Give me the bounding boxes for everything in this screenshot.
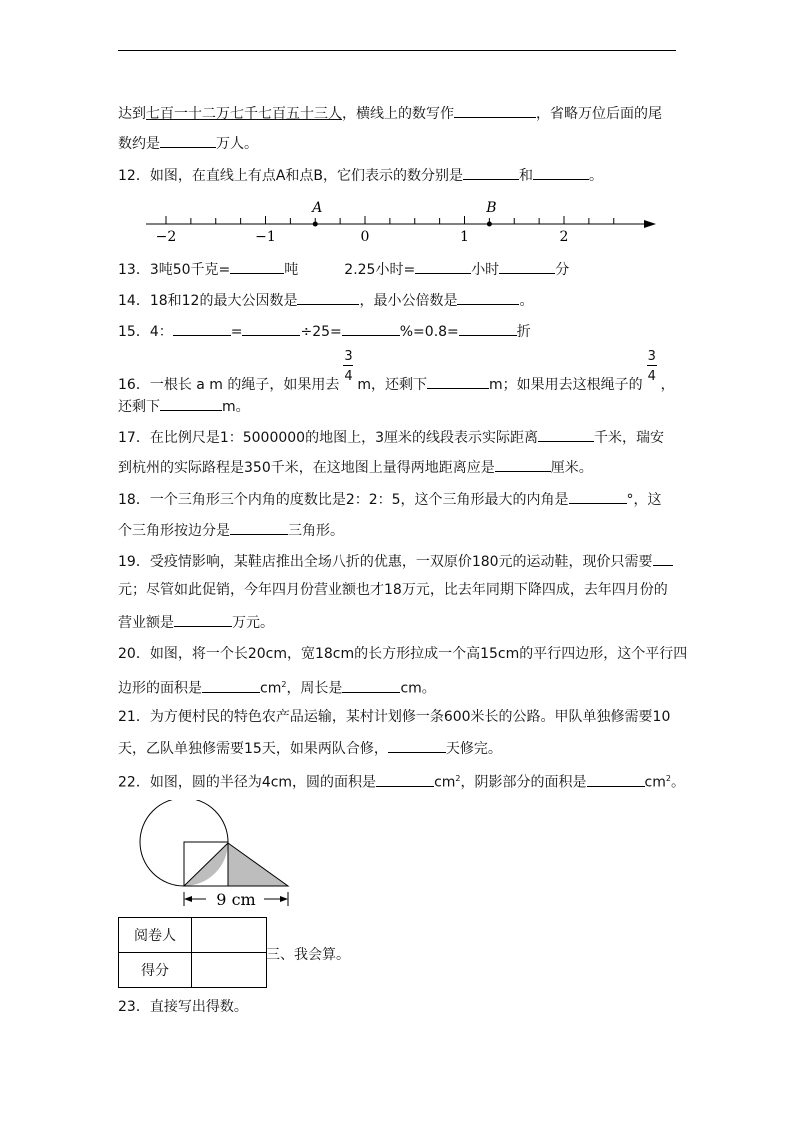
number-line-tick-labels	[156, 229, 569, 245]
q20-blank-1[interactable]	[202, 677, 260, 693]
q18-b: °，这	[626, 492, 662, 508]
score-table-score-label: 得分	[119, 953, 192, 988]
q20-sup: 2	[281, 680, 287, 689]
fraction-denominator: 4	[344, 369, 353, 384]
number-line-tick-label: −1	[255, 229, 276, 245]
score-table-score-cell[interactable]	[192, 953, 267, 988]
q11-mid: ，横线上的数写作	[342, 106, 454, 122]
q22-sup-1: 2	[455, 774, 461, 783]
q17-line2	[118, 456, 593, 478]
q15-blank-1[interactable]	[173, 320, 231, 336]
number-line-ticks	[166, 216, 614, 224]
q15-a: 15．4：	[118, 324, 173, 340]
q12-number-line	[140, 192, 660, 248]
q16-line1	[118, 349, 675, 395]
q12-blank-1[interactable]	[463, 164, 519, 180]
q11-line1	[118, 102, 662, 124]
q15-blank-2[interactable]	[242, 320, 300, 336]
q12-text-c: 。	[589, 168, 603, 184]
q18-line2	[118, 519, 344, 541]
q20-blank-2[interactable]	[342, 677, 400, 693]
q16-line2-b: m。	[222, 399, 250, 415]
q15-c: ÷25=	[300, 324, 342, 340]
q17-line2-b: 厘米。	[550, 460, 593, 476]
q13-a: 13．3吨50千克=	[118, 262, 231, 278]
q11-line2-prefix: 数约是	[118, 136, 160, 152]
dimension-arrow-right	[280, 896, 288, 902]
q14-line	[118, 289, 533, 311]
q16-line2	[118, 395, 250, 417]
q11-line2	[118, 132, 258, 154]
q20-line2-a: 边形的面积是	[118, 680, 202, 697]
q16-fraction-1	[342, 349, 354, 389]
q19-blank-1[interactable]	[653, 550, 673, 566]
q22-a: 22．如图，圆的半径为4cm，圆的面积是	[118, 774, 377, 791]
q13-e: 分	[555, 262, 570, 278]
q21-blank-1[interactable]	[388, 737, 446, 753]
q12-blank-2[interactable]	[533, 164, 589, 180]
q21-line2-b: 天修完。	[445, 741, 502, 757]
q12-text	[118, 164, 603, 186]
q22-sup-2: 2	[665, 774, 671, 783]
q11-blank-1[interactable]	[454, 102, 536, 118]
q14-c: 。	[519, 293, 534, 309]
q19-line3	[118, 611, 274, 633]
q14-a: 14．18和12的最大公因数是	[118, 293, 298, 309]
q16-d: ，	[660, 377, 675, 393]
q15-line	[118, 320, 531, 342]
q21-line1	[118, 707, 670, 727]
q19-blank-2[interactable]	[174, 611, 232, 627]
q19-a: 19．受疫情影响，某鞋店推出全场八折的优惠，一双原价180元的运动鞋，现价只需要	[118, 554, 653, 570]
q11-underlined-number: 七百一十二万七千七百五十三人	[146, 106, 342, 122]
q13-line	[118, 258, 569, 280]
q19-line2	[118, 580, 668, 600]
header-rule	[118, 50, 676, 51]
q17-blank-2[interactable]	[495, 456, 551, 472]
q20-line2-b: cm	[260, 680, 282, 697]
q22-d: cm	[644, 774, 666, 791]
number-line-tick-label: 2	[559, 229, 569, 245]
q23-text: 23．直接写出得数。	[118, 999, 248, 1015]
q15-d: %=0.8=	[399, 324, 459, 340]
q17-line2-a: 到杭州的实际路程是350千米，在这地图上量得两地距离应是	[118, 460, 495, 476]
q15-blank-3[interactable]	[342, 320, 400, 336]
q13-blank-3[interactable]	[499, 258, 555, 274]
q16-line2-a: 还剩下	[118, 399, 160, 415]
shaded-triangle	[184, 843, 288, 886]
fraction-denominator: 4	[647, 369, 656, 384]
number-line-arrow	[644, 220, 656, 228]
q16-blank-2[interactable]	[160, 395, 222, 411]
q13-c: 2.25小时=	[344, 262, 416, 278]
q22-c: ，阴影部分的面积是	[460, 774, 587, 791]
q20-a: 20．如图，将一个长20cm，宽18cm的长方形拉成一个高15cm的平行四边形，这个平行四	[118, 646, 688, 662]
q12-text-b: 和	[519, 168, 533, 184]
q19-line3-b: 万元。	[232, 615, 274, 631]
q22-blank-1[interactable]	[376, 771, 434, 787]
q13-blank-2[interactable]	[415, 258, 471, 274]
point-a-label: A	[312, 200, 323, 216]
q22-circle-figure	[136, 800, 296, 912]
q18-blank-2[interactable]	[230, 519, 288, 535]
q21-line2-a: 天，乙队单独修需要15天，如果两队合修，	[118, 741, 388, 757]
q17-line1	[118, 426, 664, 448]
q18-line1	[118, 488, 662, 510]
point-b-dot	[487, 222, 492, 227]
q11-line2-suffix: 万人。	[216, 136, 258, 152]
q19-line1	[118, 550, 673, 572]
q22-line	[118, 769, 685, 793]
score-table-grader-cell[interactable]	[192, 918, 267, 953]
dimension-label: 9 cm	[216, 890, 256, 909]
q19-line2: 元；尽管如此促销，今年四月份营业额也才18万元，比去年同期下降四成，去年四月份的	[118, 582, 668, 598]
q23-line	[118, 997, 248, 1017]
q15-b: =	[230, 324, 243, 340]
q21-a: 21．为方便村民的特色农产品运输，某村计划修一条600米长的公路。甲队单独修需要10	[118, 709, 671, 725]
q18-line2-a: 个三角形按边分是	[118, 523, 230, 539]
q18-line2-b: 三角形。	[288, 523, 344, 539]
q11-suffix: ，省略万位后面的尾	[536, 106, 662, 122]
q13-d: 小时	[471, 262, 500, 278]
fraction-numerator: 3	[344, 349, 353, 364]
q22-e: 。	[670, 774, 685, 791]
q20-line2-c: ，周长是	[286, 680, 343, 697]
point-a-dot	[313, 222, 318, 227]
q20-line1	[118, 644, 687, 664]
q16-a: 16．一根长 a m 的绳子，如果用去	[118, 377, 340, 393]
q16-blank-1[interactable]	[427, 373, 489, 389]
q17-a: 17．在比例尺是1：5000000的地图上，3厘米的线段表示实际距离	[118, 430, 538, 446]
number-line-tick-label: 0	[360, 229, 370, 245]
q11-blank-2[interactable]	[160, 132, 216, 148]
score-table	[118, 917, 267, 988]
q18-blank-1[interactable]	[569, 488, 627, 504]
q17-blank-1[interactable]	[538, 426, 594, 442]
point-b-label: B	[486, 200, 497, 216]
q16-c: m；如果用去这根绳子的	[489, 377, 643, 393]
q18-a: 18．一个三角形三个内角的度数比是2：2：5，这个三角形最大的内角是	[118, 492, 569, 508]
q13-blank-1[interactable]	[230, 258, 284, 274]
q20-line2-d: cm。	[400, 680, 436, 697]
q14-blank-2[interactable]	[457, 289, 519, 305]
q16-fraction-2	[646, 349, 658, 389]
q14-blank-1[interactable]	[297, 289, 359, 305]
number-line-tick-label: −2	[155, 229, 177, 245]
score-table-grader-label: 阅卷人	[119, 918, 192, 953]
q22-b: cm	[434, 774, 456, 791]
q13-b: 吨	[284, 262, 299, 278]
fraction-numerator: 3	[647, 349, 656, 364]
q15-blank-4[interactable]	[459, 320, 517, 336]
q15-e: 折	[516, 324, 531, 340]
q17-b: 千米，瑞安	[593, 430, 664, 446]
section-3-title: 三、我会算。	[266, 947, 350, 963]
q21-line2	[118, 737, 502, 759]
q12-text-a: 12．如图，在直线上有点A和点B，它们表示的数分别是	[118, 168, 463, 184]
q16-b: m，还剩下	[357, 377, 428, 393]
dimension-arrow-left	[184, 896, 192, 902]
q14-b: ，最小公倍数是	[359, 293, 458, 309]
q11-prefix: 达到	[118, 106, 146, 122]
number-line-tick-label: 1	[460, 229, 469, 245]
q22-blank-2[interactable]	[587, 771, 645, 787]
q19-line3-a: 营业额是	[118, 615, 174, 631]
q20-line2	[118, 675, 436, 699]
